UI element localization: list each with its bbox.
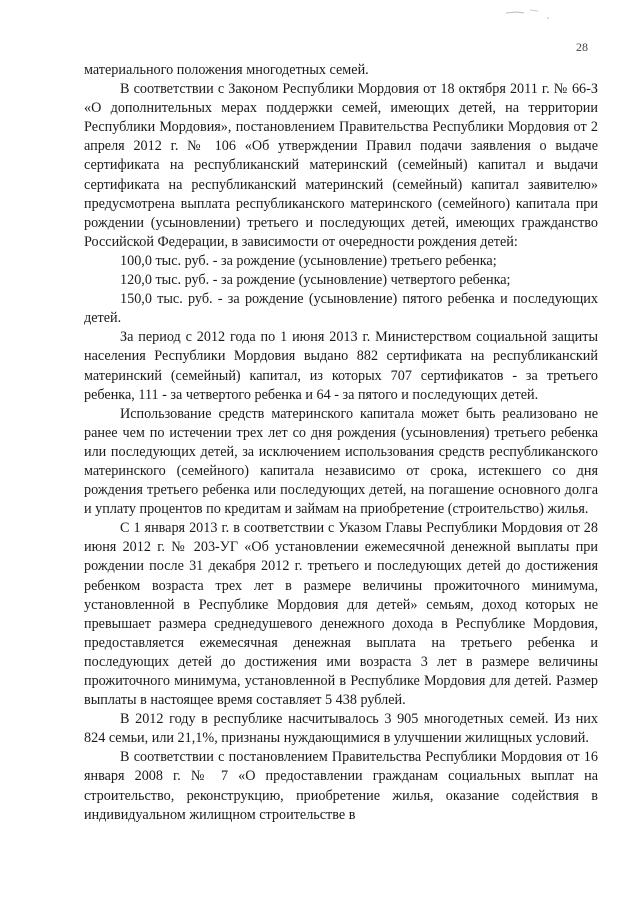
list-item-fifth-child: 150,0 тыс. руб. - за рождение (усыновление) пятого ребенка и последующих детей. bbox=[84, 291, 598, 327]
paragraph-capital-usage: Использование средств материнского капитала может быть реализовано не ранее чем по истечении трех лет со дня рождения (усыновления) третьего ребенка или последующих детей, за исключением использования средств республиканского материнского (семейного) капитала независимо от срока, истекшего со дня рождения третьего ребенка или последующих детей, на погашение основного долга и уплату процентов по кредитам и займам на приобретение (строительство) жилья. bbox=[84, 405, 598, 518]
document-body bbox=[84, 61, 598, 825]
paragraph-continuation: материального положения многодетных семей. bbox=[84, 62, 369, 78]
paragraph-monthly-payment: С 1 января 2013 г. в соответствии с Указом Главы Республики Мордовия от 28 июня 2012 г. № 203-УГ «Об установлении ежемесячной денежной выплаты при рождении после 31 декабря 2012 г. третьего и последующих детей до достижения ребенком возраста трех лет в размере величины прожиточного минимума, установленной в Республике Мордовия для детей» семьям, доход которых не превышает размера среднедушевого денежного дохода в Республике Мордовия, предоставляется ежемесячная денежная выплата на третьего ребенка и последующих детей до достижения ими возраста 3 лет в размере величины прожиточного минимума, установленной в Республике Мордовия для детей. Размер выплаты в настоящее время составляет 5 438 рублей. bbox=[84, 520, 598, 709]
paragraph-large-families: В 2012 году в республике насчитывалось 3 905 многодетных семей. Из них 824 семьи, или 21,1%, признаны нуждающимися в улучшении жилищных условий. bbox=[84, 711, 598, 747]
scan-artifact-icon bbox=[502, 4, 562, 22]
list-item-fourth-child: 120,0 тыс. руб. - за рождение (усыновление) четвертого ребенка; bbox=[120, 272, 511, 289]
list-item-third-child: 100,0 тыс. руб. - за рождение (усыновление) третьего ребенка; bbox=[120, 252, 497, 269]
paragraph-law-reference: В соответствии с Законом Республики Мордовия от 18 октября 2011 г. № 66-З «О дополнительных мерах поддержки семей, имеющих детей, на территории Республики Мордовия», постановлением Правительства Республики Мордовия от 2 апреля 2012 г. № 106 «Об утверждении Правил подачи заявления о выдаче сертификата на республиканский материнский (семейный) капитал и выдачи сертификата на республиканский материнский (семейный) капитал заявителю» предусмотрена выплата республиканского материнского (семейного) капитала при рождении (усыновлении) третьего и последующих детей, имеющих гражданство Российской Федерации, в зависимости от очередности рождения детей: bbox=[84, 81, 598, 250]
page-number: 28 bbox=[576, 40, 588, 54]
paragraph-certificates-issued: За период с 2012 года по 1 июня 2013 г. Министерством социальной защиты населения Республики Мордовия выдано 882 сертификата на республиканский материнский (семейный) капитал, из которых 707 сертификатов - за третьего ребенка, 111 - за четвертого ребенка и 64 - за пятого и последующих детей. bbox=[84, 329, 598, 403]
paragraph-housing-decree: В соответствии с постановлением Правительства Республики Мордовия от 16 января 2008 г. № 7 «О предоставлении гражданам социальных выплат на строительство, реконструкцию, приобретение жилья, оказание содействия в индивидуальном жилищном строительстве в bbox=[84, 749, 598, 823]
